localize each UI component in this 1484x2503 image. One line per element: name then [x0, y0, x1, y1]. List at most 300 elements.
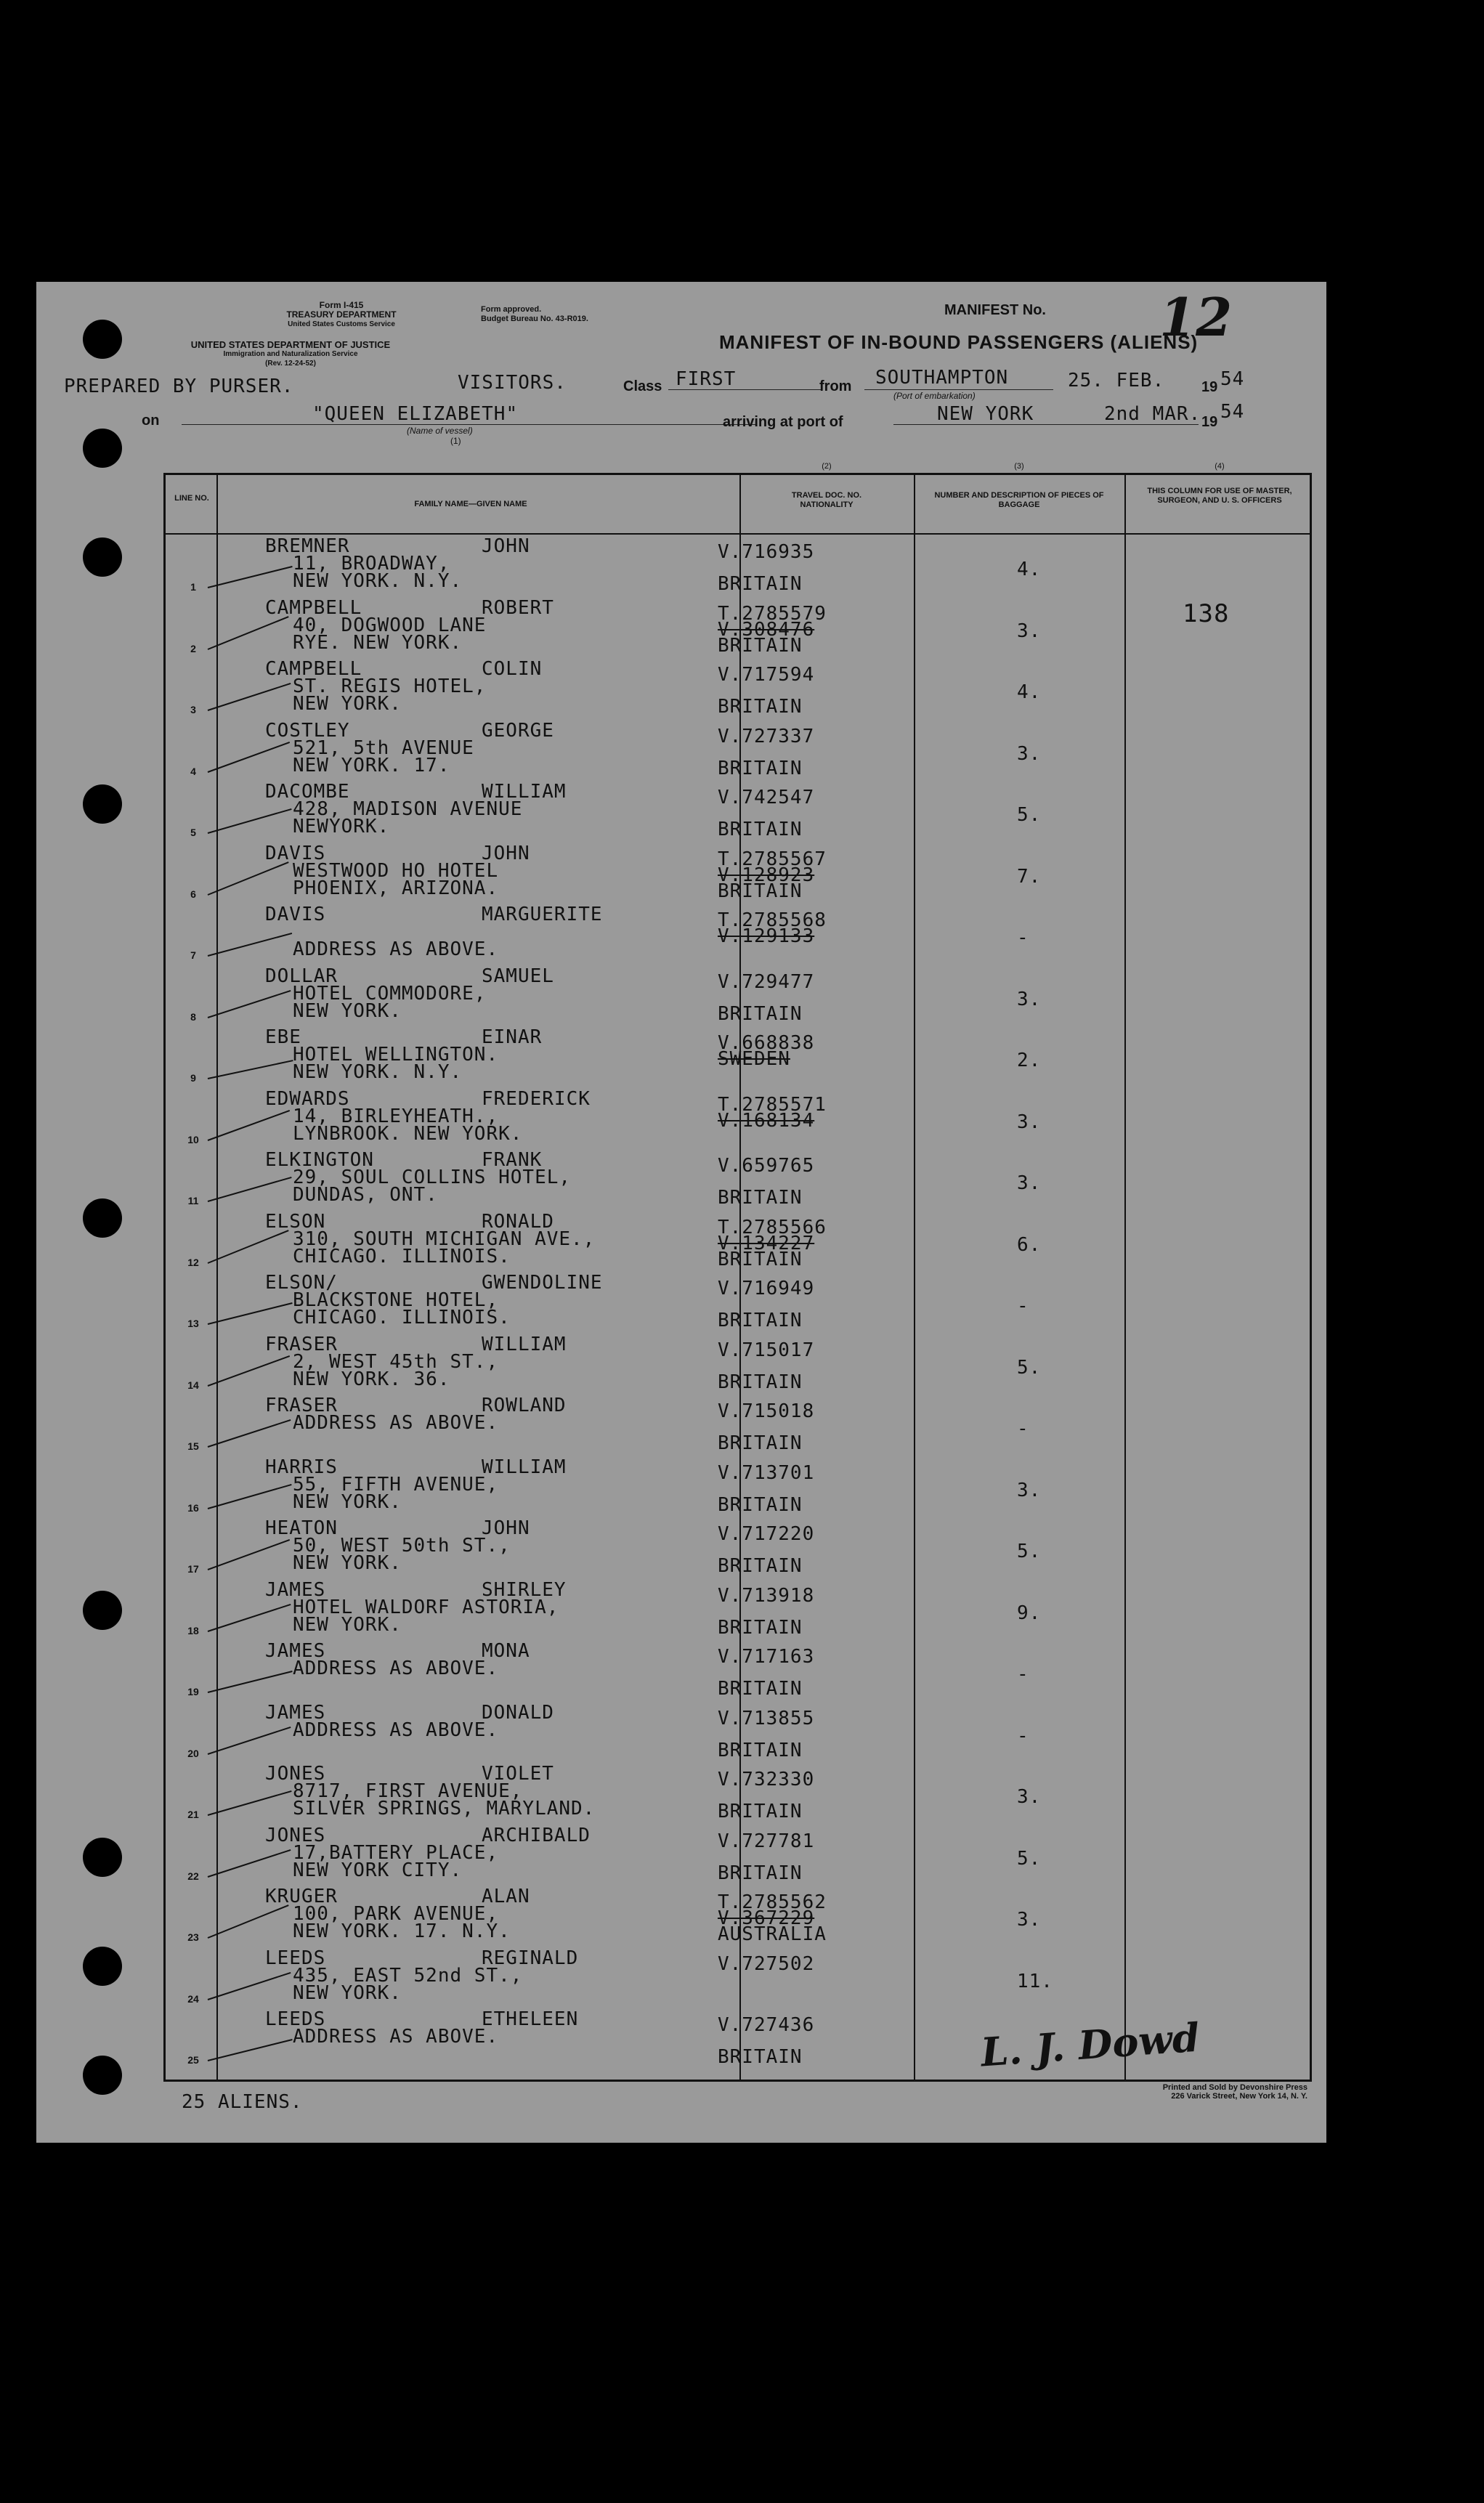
family-name: JAMES	[265, 1640, 326, 1662]
baggage-count: 3.	[1017, 620, 1042, 642]
nationality: BRITAIN	[718, 573, 803, 595]
col-doc: TRAVEL DOC. NO. NATIONALITY	[791, 491, 862, 509]
baggage-count: 5.	[1017, 1356, 1042, 1379]
check-mark	[208, 1483, 292, 1509]
baggage-count: 9.	[1017, 1602, 1042, 1624]
from-label: from	[819, 378, 852, 394]
address-line-2: NEW YORK. N.Y.	[293, 570, 463, 592]
travel-doc-number: V.716935	[718, 541, 815, 563]
arrival-year: 54	[1220, 401, 1245, 423]
travel-doc-number: V.716949	[718, 1278, 815, 1299]
punch-hole	[83, 2056, 122, 2095]
nationality: BRITAIN	[718, 757, 803, 779]
address-line-2: RYE. NEW YORK.	[293, 631, 463, 654]
from-value: SOUTHAMPTON	[875, 367, 1009, 389]
baggage-count: -	[1017, 1295, 1029, 1317]
family-name: DACOMBE	[265, 781, 350, 803]
family-name: BREMNER	[265, 535, 350, 557]
class-value: FIRST	[676, 368, 737, 390]
given-name: ROBERT	[482, 596, 554, 619]
family-name: FRASER	[265, 1333, 338, 1355]
given-name: MARGUERITE	[482, 904, 603, 925]
family-name: KRUGER	[265, 1886, 338, 1907]
address-line-1: 17,BATTERY PLACE,	[293, 1841, 499, 1864]
punch-hole	[83, 1947, 122, 1986]
vessel-col-number: (1)	[450, 436, 461, 446]
check-mark	[208, 1726, 291, 1754]
address-line-2: SILVER SPRINGS, MARYLAND.	[293, 1798, 596, 1820]
baggage-count: -	[1017, 1724, 1029, 1747]
address-line-1: 50, WEST 50th ST.,	[293, 1535, 511, 1557]
form-number: Form I-415	[319, 300, 364, 310]
embark-date: 25. FEB.	[1068, 370, 1165, 392]
printer-block	[1031, 2083, 1307, 2101]
family-name: COSTLEY	[265, 719, 350, 742]
line-number: 21	[187, 1809, 199, 1820]
check-mark	[208, 1539, 290, 1570]
revision-label: (Rev. 12-24-52)	[265, 360, 316, 368]
struck-doc-number: SWEDEN	[718, 1048, 790, 1070]
address-line-1: ADDRESS AS ABOVE.	[293, 2026, 499, 2048]
vessel-underline	[182, 424, 755, 425]
check-mark	[208, 1790, 292, 1816]
family-name: JONES	[265, 1763, 326, 1785]
punch-hole	[83, 1591, 122, 1630]
family-name: DOLLAR	[265, 965, 338, 987]
address-line-1: ADDRESS AS ABOVE.	[293, 1658, 499, 1679]
prepared-by: PREPARED BY PURSER.	[64, 376, 294, 397]
form-approved-block	[481, 305, 588, 324]
baggage-count: 3.	[1017, 742, 1042, 765]
given-name: JOHN	[482, 535, 530, 557]
address-line-2: NEW YORK. N.Y.	[293, 1061, 463, 1083]
address-line-2: PHOENIX, ARIZONA.	[293, 877, 499, 899]
check-mark	[208, 808, 292, 834]
check-mark	[208, 742, 290, 773]
nationality: BRITAIN	[718, 1739, 803, 1761]
line-number: 4	[190, 765, 196, 777]
line-number: 11	[187, 1195, 199, 1206]
travel-doc-number: T.2785567	[718, 848, 827, 870]
baggage-count: 3.	[1017, 1172, 1042, 1194]
visitors-label: VISITORS.	[458, 372, 567, 394]
travel-doc-number: V.742547	[718, 787, 815, 808]
struck-doc-number: V.129133	[718, 925, 815, 947]
table-row	[166, 1026, 1310, 1093]
table-row	[166, 1395, 1310, 1461]
baggage-count: 4.	[1017, 681, 1042, 703]
line-number: 5	[190, 827, 196, 838]
on-label: on	[142, 413, 160, 429]
address-line-1: 29, SOUL COLLINS HOTEL,	[293, 1167, 572, 1188]
table-row	[166, 904, 1310, 970]
col-baggage-num: (3)	[1014, 462, 1024, 471]
justice-block	[160, 340, 421, 368]
table-row	[166, 1087, 1310, 1155]
travel-doc-number: T.2785562	[718, 1891, 827, 1913]
check-mark	[208, 989, 291, 1018]
col-official: THIS COLUMN FOR USE OF MASTER, SURGEON, AND U. S. OFFICERS	[1147, 487, 1292, 505]
year-prefix-1: 19	[1201, 379, 1218, 395]
table-row	[166, 1763, 1310, 1830]
family-name: JAMES	[265, 1578, 326, 1601]
line-number: 23	[187, 1931, 199, 1943]
address-line-2: NEW YORK. 17.	[293, 754, 450, 776]
given-name: WILLIAM	[482, 781, 567, 803]
given-name: JOHN	[482, 1517, 530, 1539]
baggage-count: 5.	[1017, 1847, 1042, 1870]
header-divider	[166, 533, 1310, 535]
nationality: BRITAIN	[718, 880, 803, 902]
line-number: 2	[190, 642, 196, 654]
address-line-1: 14, BIRLEYHEATH.,	[293, 1105, 499, 1127]
baggage-count: 3.	[1017, 988, 1042, 1010]
line-number: 15	[187, 1440, 199, 1452]
family-name: DAVIS	[265, 842, 326, 864]
table-row	[166, 965, 1310, 1032]
given-name: ARCHIBALD	[482, 1824, 591, 1846]
baggage-count: 5.	[1017, 804, 1042, 826]
address-line-2: CHICAGO. ILLINOIS.	[293, 1245, 511, 1267]
travel-doc-number: V.715018	[718, 1400, 815, 1422]
travel-doc-number: T.2785571	[718, 1093, 827, 1116]
check-mark	[208, 616, 289, 650]
given-name: DONALD	[482, 1701, 554, 1724]
check-mark	[208, 1603, 291, 1631]
struck-doc-number: V.367229	[718, 1907, 815, 1929]
check-mark	[208, 1110, 290, 1141]
baggage-count: 3.	[1017, 1786, 1042, 1808]
nationality: BRITAIN	[718, 1678, 803, 1700]
given-name: GEORGE	[482, 719, 554, 742]
family-name: ELKINGTON	[265, 1149, 374, 1171]
table-row	[166, 1333, 1310, 1400]
nationality: BRITAIN	[718, 819, 803, 840]
punch-hole	[83, 1838, 122, 1877]
col-baggage: NUMBER AND DESCRIPTION OF PIECES OF BAGGAGE	[934, 491, 1104, 509]
check-mark	[208, 1177, 292, 1202]
nationality: BRITAIN	[718, 1002, 803, 1025]
treasury-label: TREASURY DEPARTMENT	[286, 309, 397, 320]
address-line-1: 8717, FIRST AVENUE,	[293, 1780, 523, 1802]
col-doc-num: (2)	[822, 462, 832, 471]
line-number: 22	[187, 1870, 199, 1882]
vessel-name: "QUEEN ELIZABETH"	[312, 403, 519, 425]
given-name: WILLIAM	[482, 1456, 567, 1478]
table-row	[166, 658, 1310, 725]
arrival-date: 2nd MAR.	[1104, 403, 1201, 425]
nationality: BRITAIN	[718, 2046, 803, 2068]
given-name: EINAR	[482, 1026, 543, 1048]
address-line-1: HOTEL WELLINGTON.	[293, 1044, 499, 1066]
family-name: CAMPBELL	[265, 658, 362, 680]
address-line-1: 428, MADISON AVENUE	[293, 798, 523, 820]
line-number: 8	[190, 1010, 196, 1023]
check-mark	[208, 2039, 293, 2061]
table-row	[166, 781, 1310, 848]
baggage-count: 11.	[1017, 1970, 1053, 1992]
year-prefix-2: 19	[1201, 414, 1218, 430]
baggage-count: -	[1017, 1663, 1029, 1685]
class-underline	[668, 389, 821, 390]
nationality: BRITAIN	[718, 1432, 803, 1454]
travel-doc-number: T.2785566	[718, 1216, 827, 1238]
check-mark	[208, 1971, 291, 2000]
address-line-1: HOTEL COMMODORE,	[293, 982, 487, 1005]
table-row	[166, 842, 1310, 909]
table-row	[166, 1824, 1310, 1891]
punch-hole	[83, 1198, 122, 1238]
struck-doc-number: V.308476	[718, 618, 815, 641]
address-line-1: ADDRESS AS ABOVE.	[293, 1412, 499, 1434]
struck-doc-number: V.134227	[718, 1232, 815, 1254]
address-line-1: HOTEL WALDORF ASTORIA,	[293, 1596, 559, 1618]
table-row	[166, 1640, 1310, 1707]
given-name: ROWLAND	[482, 1395, 567, 1416]
check-mark	[208, 933, 292, 957]
given-name: FREDERICK	[482, 1087, 591, 1110]
given-name: JOHN	[482, 842, 530, 864]
travel-doc-number: V.717163	[718, 1646, 815, 1668]
family-name: HARRIS	[265, 1456, 338, 1478]
printer-line-2: 226 Varick Street, New York 14, N. Y.	[1171, 2092, 1307, 2101]
travel-doc-number: V.727502	[718, 1952, 815, 1975]
port-caption: (Port of embarkation)	[893, 391, 976, 401]
punch-hole	[83, 429, 122, 468]
address-line-2: ADDRESS AS ABOVE.	[293, 938, 499, 960]
table-row	[166, 1210, 1310, 1278]
given-name: RONALD	[482, 1210, 554, 1233]
given-name: COLIN	[482, 658, 543, 680]
address-line-2: NEW YORK.	[293, 999, 402, 1022]
form-approved: Form approved.	[481, 305, 542, 314]
travel-doc-number: V.668838	[718, 1032, 815, 1054]
table-row	[166, 1886, 1310, 1952]
table-row	[166, 1517, 1310, 1584]
given-name: ALAN	[482, 1886, 530, 1907]
line-number: 3	[190, 704, 196, 715]
check-mark	[208, 1060, 293, 1079]
address-line-2: DUNDAS, ONT.	[293, 1184, 438, 1206]
nationality: BRITAIN	[718, 1187, 803, 1209]
manifest-no-label: MANIFEST No.	[944, 302, 1046, 318]
line-number: 10	[187, 1133, 199, 1145]
nationality: BRITAIN	[718, 1248, 803, 1270]
class-label: Class	[623, 378, 662, 394]
col-name: FAMILY NAME—GIVEN NAME	[414, 500, 527, 508]
check-mark	[208, 683, 291, 711]
baggage-count: -	[1017, 1418, 1029, 1440]
baggage-count: 2.	[1017, 1050, 1042, 1071]
address-line-1: 435, EAST 52nd ST.,	[293, 1964, 523, 1987]
printer-line-1: Printed and Sold by Devonshire Press	[1162, 2083, 1307, 2092]
address-line-2: NEW YORK.	[293, 1490, 402, 1513]
address-line-1: BLACKSTONE HOTEL,	[293, 1289, 499, 1311]
nationality: BRITAIN	[718, 1493, 803, 1516]
check-mark	[208, 1671, 293, 1693]
line-number: 24	[187, 1992, 199, 2005]
line-number: 1	[190, 581, 196, 593]
baggage-count: 3.	[1017, 1111, 1042, 1133]
travel-doc-number: V.715017	[718, 1339, 815, 1361]
punch-hole	[83, 320, 122, 359]
form-info-block	[276, 301, 407, 329]
address-line-2: NEW YORK. 17. N.Y.	[293, 1920, 511, 1942]
address-line-2: NEW YORK CITY.	[293, 1859, 463, 1881]
travel-doc-number: V.659765	[718, 1155, 815, 1177]
address-line-1: 40, DOGWOOD LANE	[293, 614, 487, 636]
family-name: ELSON/	[265, 1272, 338, 1294]
travel-doc-number: V.717594	[718, 664, 815, 686]
line-number: 18	[187, 1624, 199, 1636]
address-line-2: NEW YORK. 36.	[293, 1368, 450, 1390]
address-line-1: WESTWOOD HO HOTEL	[293, 859, 499, 882]
given-name: GWENDOLINE	[482, 1272, 603, 1294]
family-name: ELSON	[265, 1210, 326, 1233]
budget-bureau: Budget Bureau No. 43-R019.	[481, 315, 588, 323]
nationality: BRITAIN	[718, 634, 803, 657]
official-notation: 138	[1183, 599, 1230, 628]
travel-doc-number: V.729477	[718, 970, 815, 993]
table-row	[166, 1701, 1310, 1769]
given-name: REGINALD	[482, 1947, 579, 1969]
punch-hole	[83, 537, 122, 577]
table-row	[166, 719, 1310, 787]
customs-label: United States Customs Service	[288, 320, 395, 328]
family-name: JAMES	[265, 1701, 326, 1724]
travel-doc-number: V.713701	[718, 1461, 815, 1484]
family-name: DAVIS	[265, 904, 326, 925]
baggage-count: 6.	[1017, 1233, 1042, 1256]
address-line-2: CHICAGO. ILLINOIS.	[293, 1307, 511, 1328]
travel-doc-number: V.727436	[718, 2014, 815, 2036]
punch-hole	[83, 784, 122, 824]
address-line-2: NEWYORK.	[293, 816, 390, 837]
address-line-1: 521, 5th AVENUE	[293, 737, 474, 759]
line-number: 19	[187, 1686, 199, 1697]
nationality: BRITAIN	[718, 1801, 803, 1822]
embark-year: 54	[1220, 368, 1245, 390]
table-row	[166, 535, 1310, 602]
check-mark	[208, 1849, 291, 1877]
line-number: 12	[187, 1256, 199, 1268]
given-name: ETHELEEN	[482, 2008, 579, 2030]
line-number: 6	[190, 888, 196, 900]
arrival-port: NEW YORK	[937, 403, 1034, 425]
line-number: 13	[187, 1318, 199, 1329]
address-line-1: 55, FIFTH AVENUE,	[293, 1473, 499, 1496]
address-line-2: NEW YORK.	[293, 1613, 402, 1636]
address-line-1: 11, BROADWAY,	[293, 553, 450, 575]
manifest-title: MANIFEST OF IN-BOUND PASSENGERS (ALIENS)	[719, 331, 1199, 353]
check-mark	[208, 1302, 293, 1325]
baggage-count: 4.	[1017, 559, 1042, 580]
total-aliens: 25 ALIENS.	[182, 2091, 303, 2113]
table-row	[166, 1456, 1310, 1523]
travel-doc-number: V.732330	[718, 1769, 815, 1790]
ins-label: Immigration and Naturalization Service	[223, 350, 358, 358]
baggage-count: 7.	[1017, 865, 1042, 888]
family-name: FRASER	[265, 1395, 338, 1416]
travel-doc-number: V.713918	[718, 1584, 815, 1607]
nationality: BRITAIN	[718, 1862, 803, 1884]
check-mark	[208, 861, 289, 896]
table-row	[166, 1149, 1310, 1216]
line-number: 14	[187, 1379, 199, 1391]
given-name: WILLIAM	[482, 1333, 567, 1355]
address-line-2: NEW YORK.	[293, 1981, 402, 2004]
family-name: JONES	[265, 1824, 326, 1846]
check-mark	[208, 1355, 290, 1387]
nationality: BRITAIN	[718, 1371, 803, 1393]
baggage-count: 3.	[1017, 1909, 1042, 1931]
line-number: 16	[187, 1501, 199, 1514]
given-name: FRANK	[482, 1149, 543, 1171]
baggage-count: -	[1017, 927, 1029, 949]
line-number: 9	[190, 1072, 196, 1084]
purser-signature: L. J. Dowd	[979, 2013, 1201, 2076]
check-mark	[208, 1419, 291, 1448]
address-line-2: NEW YORK.	[293, 693, 402, 715]
travel-doc-number: V.717220	[718, 1523, 815, 1545]
table-row	[166, 596, 1310, 664]
given-name: MONA	[482, 1640, 530, 1662]
baggage-count: 5.	[1017, 1541, 1042, 1562]
given-name: SHIRLEY	[482, 1578, 567, 1601]
table-row	[166, 1272, 1310, 1339]
check-mark	[208, 1904, 289, 1939]
address-line-1: 2, WEST 45th ST.,	[293, 1350, 499, 1373]
baggage-count: 3.	[1017, 1479, 1042, 1501]
nationality: BRITAIN	[718, 696, 803, 718]
family-name: EBE	[265, 1026, 301, 1048]
family-name: EDWARDS	[265, 1087, 350, 1110]
check-mark	[208, 1230, 289, 1264]
col-official-num: (4)	[1215, 462, 1225, 471]
address-line-1: ADDRESS AS ABOVE.	[293, 1719, 499, 1741]
check-mark	[208, 566, 293, 588]
address-line-2: NEW YORK.	[293, 1552, 402, 1574]
family-name: HEATON	[265, 1517, 338, 1539]
nationality: BRITAIN	[718, 1310, 803, 1331]
given-name: SAMUEL	[482, 965, 554, 987]
travel-doc-number: V.727337	[718, 725, 815, 747]
family-name: CAMPBELL	[265, 596, 362, 619]
nationality: AUSTRALIA	[718, 1923, 827, 1945]
col-line-no: LINE NO.	[174, 494, 209, 503]
travel-doc-number: T.2785568	[718, 909, 827, 931]
address-line-2: LYNBROOK. NEW YORK.	[293, 1122, 523, 1145]
table-row	[166, 1947, 1310, 2014]
travel-doc-number: V.727781	[718, 1830, 815, 1852]
struck-doc-number: V.128923	[718, 864, 815, 886]
address-line-1: 100, PARK AVENUE,	[293, 1903, 499, 1925]
nationality: BRITAIN	[718, 1555, 803, 1577]
arriving-label: arriving at port of	[723, 414, 843, 430]
table-row	[166, 1578, 1310, 1646]
nationality: BRITAIN	[718, 1616, 803, 1639]
from-underline	[864, 389, 1053, 390]
justice-label: UNITED STATES DEPARTMENT OF JUSTICE	[190, 339, 391, 350]
address-line-1: 310, SOUTH MICHIGAN AVE.,	[293, 1228, 596, 1250]
line-number: 20	[187, 1747, 199, 1759]
travel-doc-number: V.713855	[718, 1707, 815, 1729]
line-number: 7	[190, 949, 196, 961]
passenger-table	[163, 462, 1312, 2082]
line-number: 25	[187, 2054, 199, 2066]
family-name: LEEDS	[265, 2008, 326, 2030]
struck-doc-number: V.168134	[718, 1109, 815, 1132]
